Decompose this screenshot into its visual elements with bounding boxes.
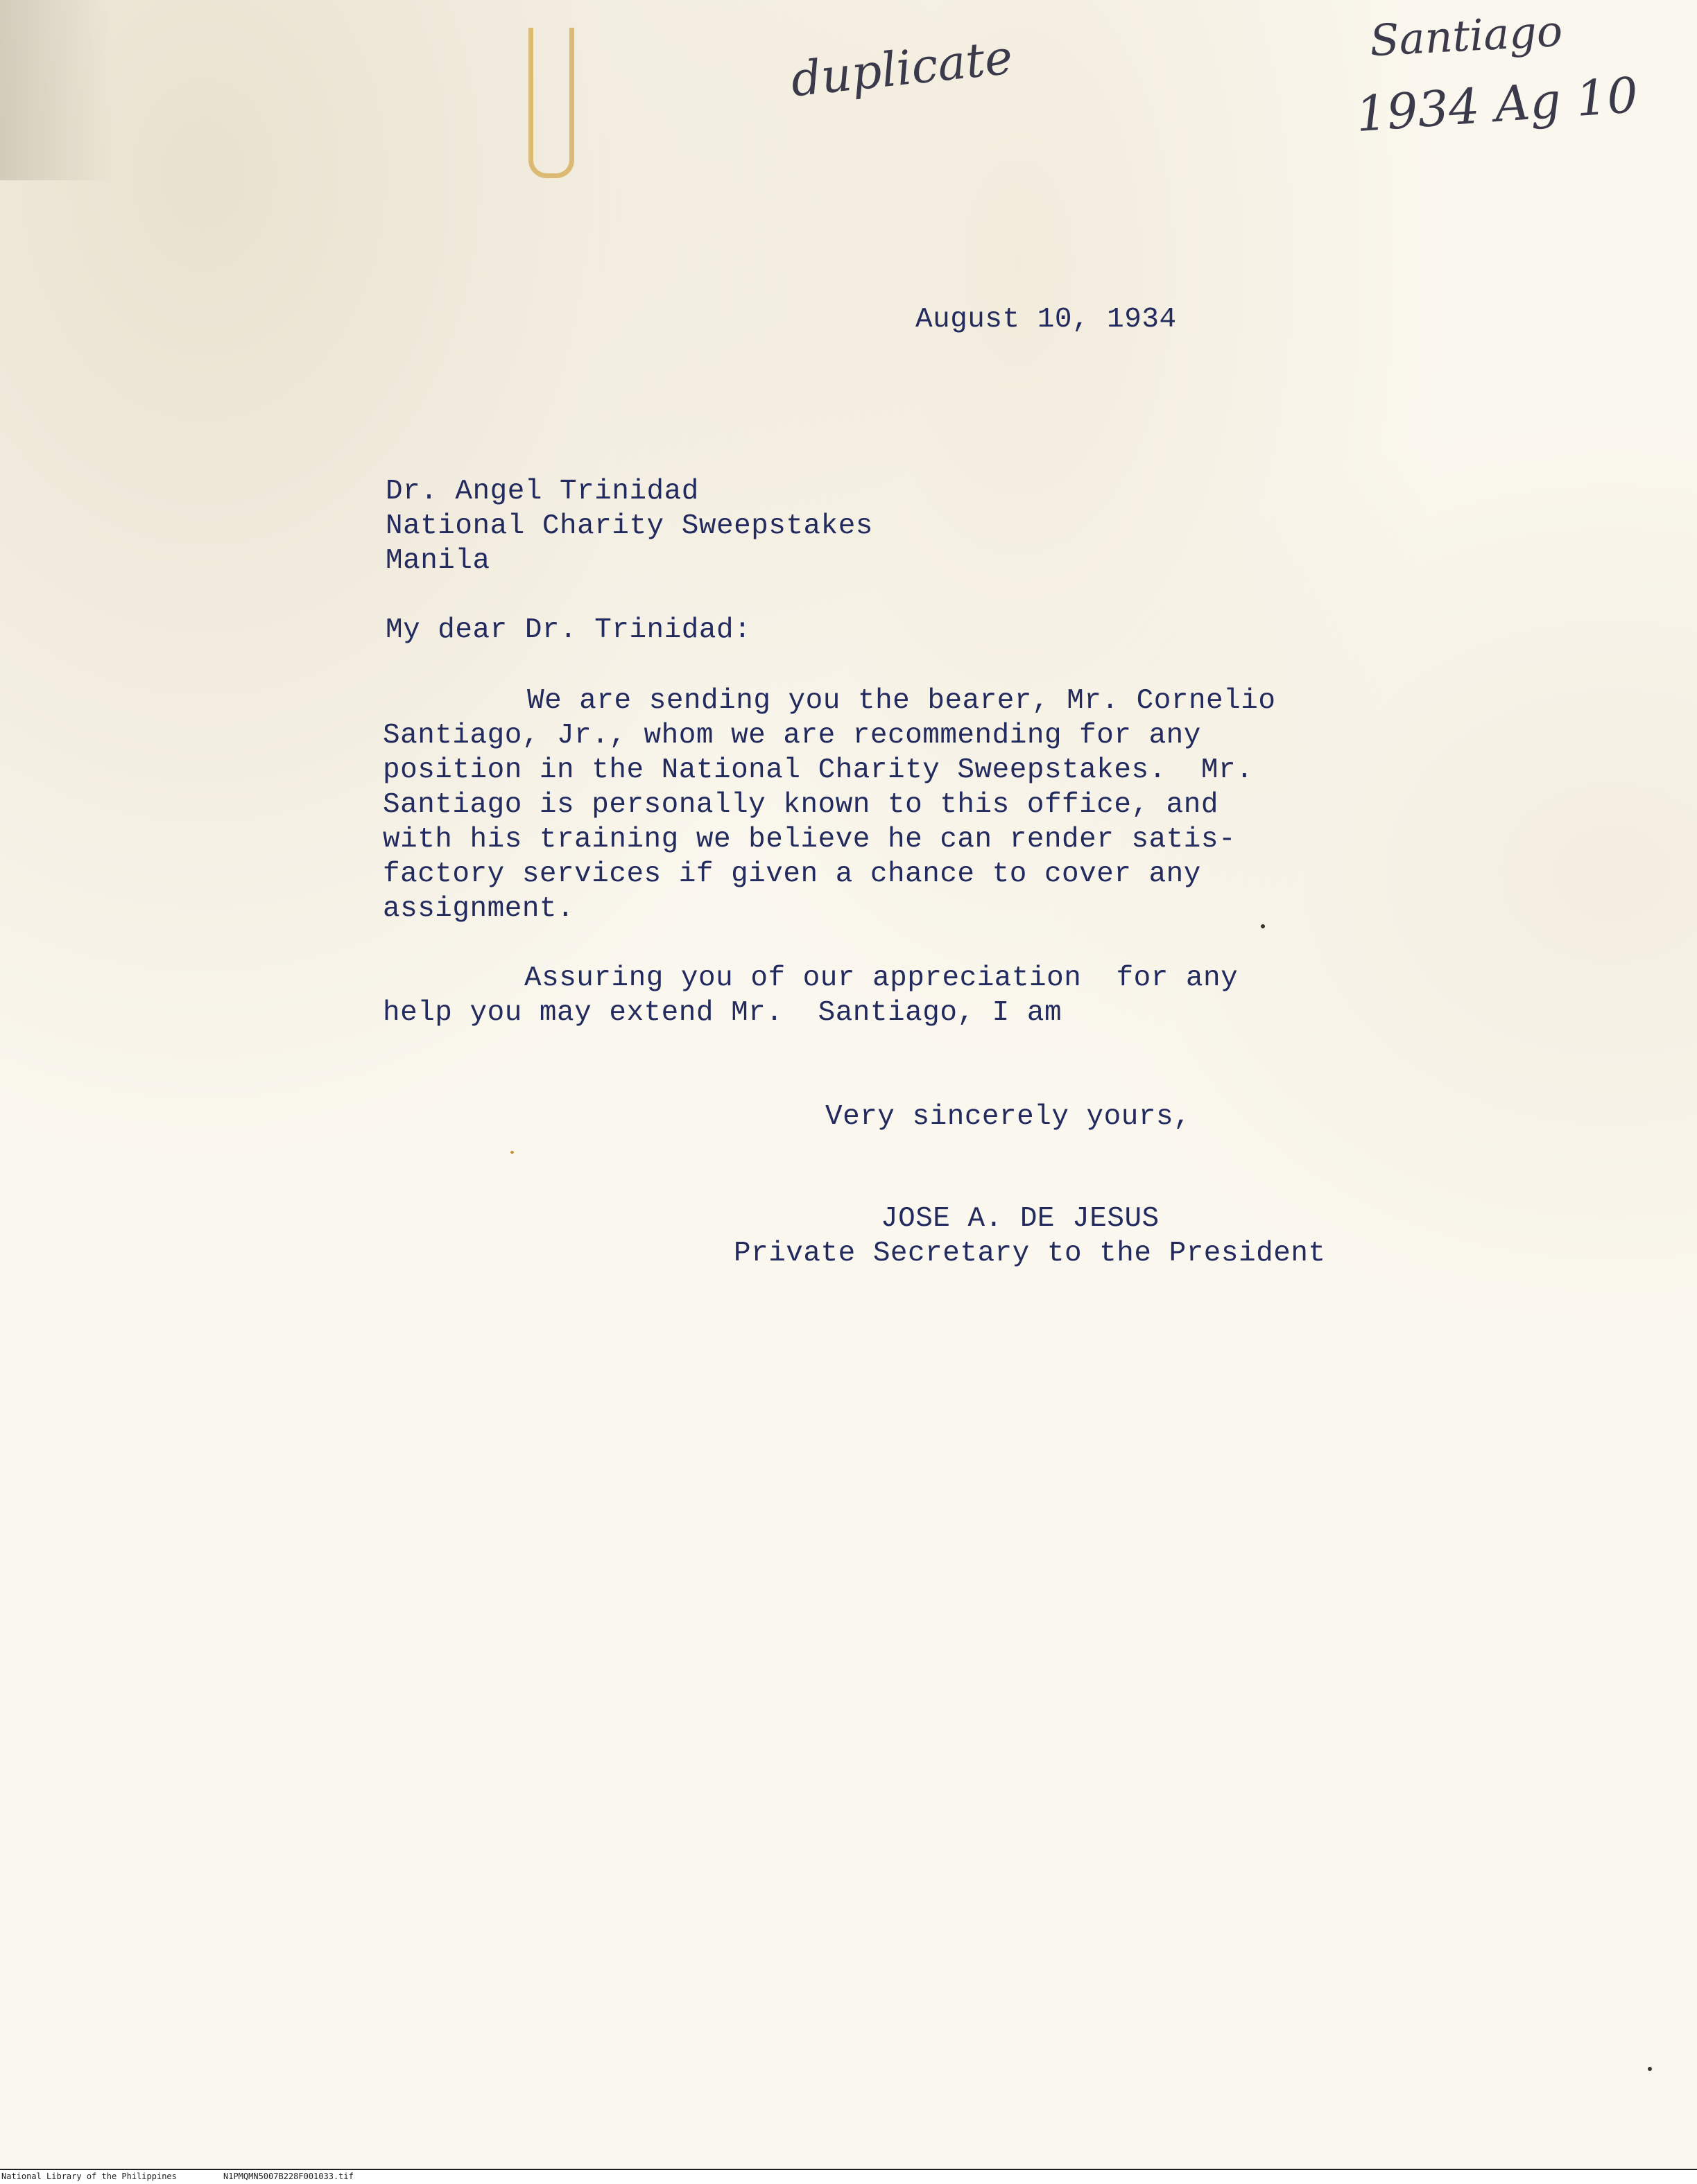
paper-clip-mark (528, 28, 574, 178)
letter-date: August 10, 1934 (915, 304, 1177, 336)
handwritten-duplicate-note: duplicate (788, 30, 1015, 108)
signer-title: Private Secretary to the President (734, 1238, 1326, 1269)
salutation: My dear Dr. Trinidad: (386, 614, 752, 646)
paragraph-2-line: help you may extend Mr. Santiago, I am (383, 997, 1062, 1029)
paragraph-2-line: Assuring you of our appreciation for any (524, 962, 1239, 994)
paragraph-1-line: Santiago, Jr., whom we are recommending for any (383, 720, 1201, 752)
paragraph-1-line: factory services if given a chance to cover any (383, 858, 1201, 890)
scan-footer (0, 2169, 1697, 2184)
ink-speck (1261, 924, 1265, 928)
footer-filename: N1PMQMN5007B228F001033.tif (223, 2172, 354, 2181)
closing: Very sincerely yours, (825, 1101, 1191, 1133)
signer-name: JOSE A. DE JESUS (881, 1203, 1160, 1235)
recipient-organization: National Charity Sweepstakes (386, 510, 873, 542)
paper-stain (0, 0, 111, 180)
recipient-name: Dr. Angel Trinidad (386, 476, 699, 508)
ink-speck (510, 1151, 514, 1154)
paragraph-1-line: position in the National Charity Sweepstakes. Mr. (383, 754, 1254, 786)
recipient-city: Manila (386, 545, 490, 577)
paragraph-1-line: with his training we believe he can render satis- (383, 824, 1237, 856)
paragraph-1-line: assignment. (383, 893, 575, 925)
handwritten-name-note: Santiago (1368, 5, 1564, 67)
paragraph-1-line: Santiago is personally known to this office, and (383, 789, 1218, 821)
footer-library-label: National Library of the Philippines (1, 2172, 177, 2181)
paragraph-1-line: We are sending you the bearer, Mr. Cornelio (527, 685, 1276, 717)
handwritten-filing-date: 1934 Ag 10 (1354, 66, 1640, 144)
ink-speck (1648, 2067, 1652, 2071)
